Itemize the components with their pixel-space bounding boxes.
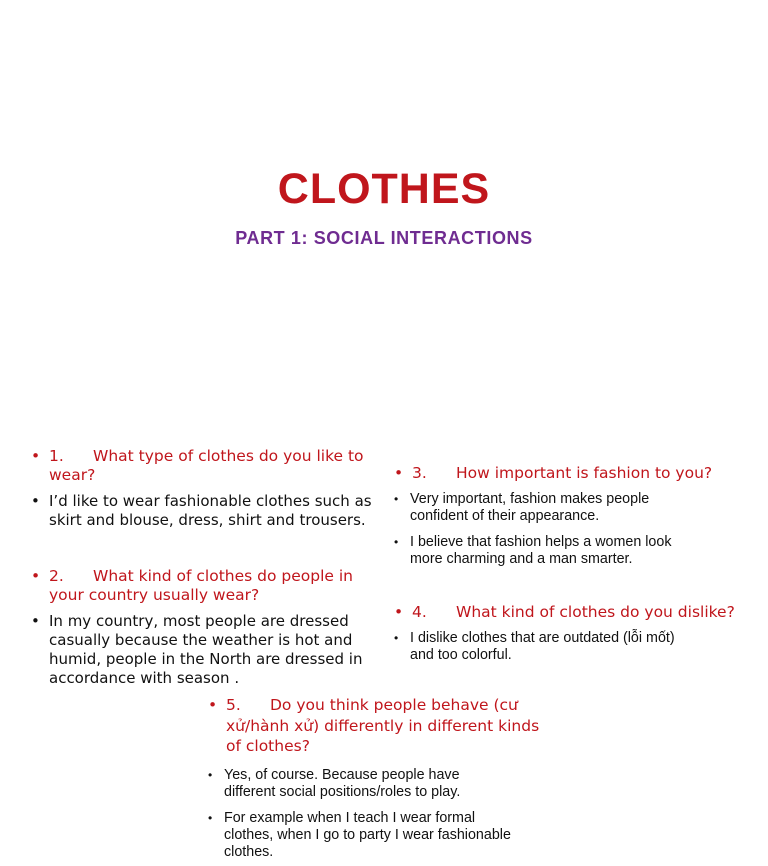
- question-4: [394, 603, 759, 622]
- question-3-block: [394, 464, 754, 568]
- bullet-icon: •: [208, 810, 213, 825]
- answer-4: [394, 630, 759, 664]
- question-text-line: What type of clothes do you like to: [93, 447, 364, 465]
- bullet-icon: •: [394, 492, 399, 506]
- answer-text-line: I believe that fashion helps a women look: [410, 534, 672, 550]
- answer-5a: [208, 767, 588, 801]
- question-5: [208, 695, 588, 757]
- answer-text-line: more charming and a man smarter.: [410, 551, 633, 567]
- bullet-icon: •: [31, 492, 40, 510]
- answer-text-line: casually because the weather is hot and: [49, 631, 353, 649]
- question-number: 5.: [226, 696, 241, 714]
- bullet-icon: •: [31, 447, 41, 465]
- bullet-icon: •: [394, 464, 404, 482]
- page-title: CLOTHES: [277, 165, 491, 213]
- answer-text-line: clothes, when I go to party I wear fashionable: [224, 826, 511, 843]
- answer-text-line: Yes, of course. Because people have: [224, 766, 460, 783]
- answer-text-line: humid, people in the North are dressed in: [49, 650, 363, 668]
- answer-text-line: I dislike clothes that are outdated (lỗi mốt): [410, 630, 675, 646]
- bullet-icon: •: [31, 612, 40, 630]
- bullet-icon: •: [394, 535, 399, 549]
- question-text-line: your country usually wear?: [49, 586, 260, 604]
- answer-text-line: Very important, fashion makes people: [410, 491, 650, 507]
- question-text-line: of clothes?: [226, 737, 310, 755]
- question-text-line: wear?: [49, 466, 96, 484]
- answer-5b: [208, 810, 588, 861]
- answer-text-line: different social positions/roles to play.: [224, 783, 461, 800]
- question-number: 2.: [49, 567, 64, 585]
- answer-text-line: I’d like to wear fashionable clothes such as: [49, 492, 372, 510]
- question-1: [31, 447, 391, 485]
- question-text-line: Do you think people behave (cư: [270, 696, 518, 714]
- bullet-icon: •: [394, 603, 404, 621]
- answer-text-line: For example when I teach I wear formal: [224, 809, 476, 826]
- question-2: [31, 567, 391, 605]
- page-subtitle: PART 1: SOCIAL INTERACTIONS: [235, 228, 533, 248]
- question-text-line: xử/hành xử) differently in different kinds: [226, 716, 540, 735]
- question-1-block: [31, 447, 391, 530]
- question-number: 1.: [49, 447, 64, 465]
- answer-1: [31, 492, 391, 530]
- bullet-icon: •: [208, 696, 218, 714]
- question-5-block: [208, 695, 588, 861]
- answer-text-line: clothes.: [224, 843, 274, 860]
- question-number: 4.: [412, 603, 427, 621]
- answer-3a: [394, 491, 754, 525]
- answer-text-line: confident of their appearance.: [410, 508, 600, 524]
- answer-text-line: and too colorful.: [410, 647, 512, 663]
- bullet-icon: •: [31, 567, 41, 585]
- question-4-block: [394, 603, 759, 664]
- answer-text-line: accordance with season .: [49, 669, 240, 687]
- question-2-block: [31, 567, 391, 688]
- answer-text-line: In my country, most people are dressed: [49, 612, 349, 630]
- question-text-line: What kind of clothes do you dislike?: [456, 603, 735, 621]
- bullet-icon: •: [208, 767, 213, 782]
- answer-3b: [394, 534, 754, 568]
- answer-text-line: skirt and blouse, dress, shirt and trousers.: [49, 511, 366, 529]
- bullet-icon: •: [394, 631, 399, 645]
- answer-2: [31, 612, 391, 688]
- question-number: 3.: [412, 464, 427, 482]
- question-text-line: What kind of clothes do people in: [93, 567, 353, 585]
- question-text-line: How important is fashion to you?: [456, 464, 713, 482]
- question-3: [394, 464, 754, 483]
